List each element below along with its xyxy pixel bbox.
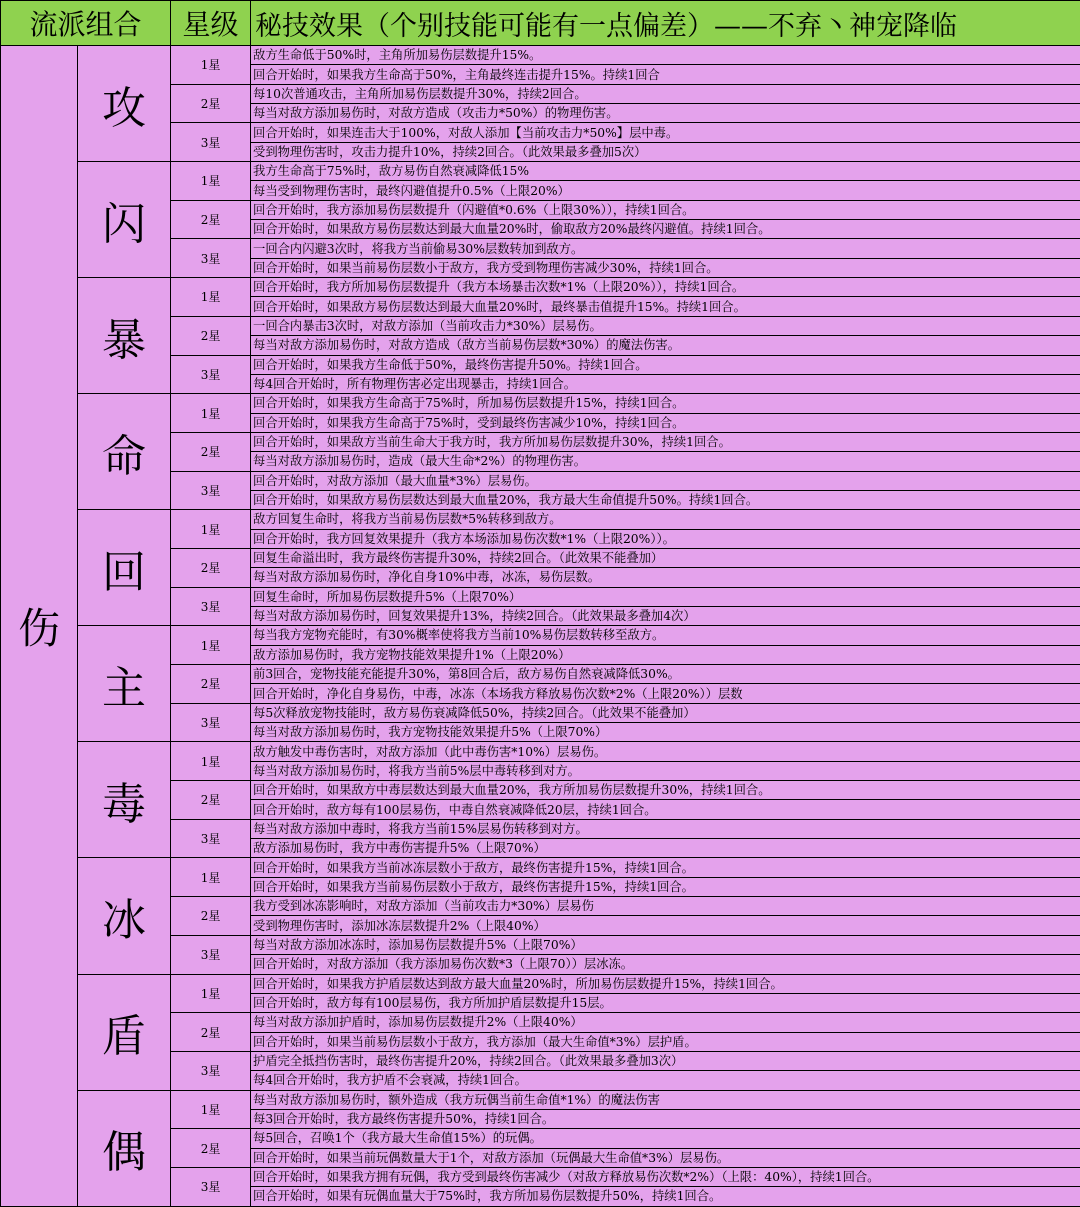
star-level-cell: 2星 <box>171 665 251 704</box>
school-name-cell: 偶 <box>78 1090 171 1206</box>
effect-cell: 回合开始时，如果敌方中毒层数达到最大血量20%，我方所加易伤层数提升30%，持续1回合。 <box>251 781 1080 800</box>
effect-cell: 回合开始时，如果我方生命高于75%时，受到最终伤害减少10%，持续1回合。 <box>251 413 1080 432</box>
effect-cell: 回合开始时，如果我方当前易伤层数小于敌方，最终伤害提升15%，持续1回合。 <box>251 877 1080 896</box>
effect-cell: 回合开始时，敌方每有100层易伤，中毒自然衰减降低20层，持续1回合。 <box>251 800 1080 819</box>
school-name-cell: 攻 <box>78 46 171 162</box>
effect-cell: 回合开始时，如果我方生命高于50%，主角最终连击提升15%。持续1回合 <box>251 65 1080 84</box>
star-level-cell: 2星 <box>171 84 251 123</box>
table-row <box>1 1090 1080 1109</box>
effect-cell: 回合开始时，我方回复效果提升（我方本场添加易伤次数*1%（上限20%））。 <box>251 529 1080 548</box>
effect-cell: 每当对敌方添加易伤时，对敌方造成（敌方当前易伤层数*30%）的魔法伤害。 <box>251 336 1080 355</box>
effect-col-header: 秘技效果（个别技能可能有一点偏差）——不弃丶神宠降临 <box>251 1 1080 46</box>
star-level-cell: 1星 <box>171 46 251 85</box>
effect-cell: 每当对敌方添加护盾时，添加易伤层数提升2%（上限40%） <box>251 1013 1080 1032</box>
star-level-cell: 3星 <box>171 471 251 510</box>
effect-cell: 受到物理伤害时，攻击力提升10%，持续2回合。（此效果最多叠加5次） <box>251 142 1080 161</box>
star-level-cell: 3星 <box>171 935 251 974</box>
star-level-cell: 3星 <box>171 123 251 162</box>
effect-cell: 我方生命高于75%时，敌方易伤自然衰减降低15% <box>251 162 1080 181</box>
effect-cell: 回合开始时，如果敌方易伤层数达到最大血量20%，我方最大生命值提升50%。持续1回合。 <box>251 490 1080 509</box>
table-row <box>1 394 1080 413</box>
effect-cell: 每当对敌方添加易伤时，将我方当前5%层中毒转移到对方。 <box>251 761 1080 780</box>
effect-cell: 敌方添加易伤时，我方中毒伤害提升5%（上限70%） <box>251 839 1080 858</box>
effect-cell: 回合开始时，净化自身易伤，中毒，冰冻（本场我方释放易伤次数*2%（上限20%））层数 <box>251 684 1080 703</box>
effect-cell: 每当对敌方添加易伤时，额外造成（我方玩偶当前生命值*1%）的魔法伤害 <box>251 1090 1080 1109</box>
star-level-cell: 3星 <box>171 1167 251 1206</box>
star-level-cell: 1星 <box>171 626 251 665</box>
effect-cell: 回合开始时，对敌方添加（我方添加易伤次数*3（上限70））层冰冻。 <box>251 955 1080 974</box>
school-col-header: 流派组合 <box>1 1 171 46</box>
effect-cell: 回合开始时，如果当前易伤层数小于敌方，我方添加（最大生命值*3%）层护盾。 <box>251 1032 1080 1051</box>
effect-cell: 我方受到冰冻影响时，对敌方添加（当前攻击力*30%）层易伤 <box>251 897 1080 916</box>
school-name-cell: 毒 <box>78 742 171 858</box>
effect-cell: 回复生命溢出时，我方最终伤害提升30%，持续2回合。（此效果不能叠加） <box>251 548 1080 567</box>
effect-cell: 回合开始时，如果我方生命高于75%时，所加易伤层数提升15%，持续1回合。 <box>251 394 1080 413</box>
effect-cell: 前3回合，宠物技能充能提升30%，第8回合后，敌方易伤自然衰减降低30%。 <box>251 665 1080 684</box>
star-level-cell: 1星 <box>171 162 251 201</box>
star-level-cell: 1星 <box>171 858 251 897</box>
star-level-cell: 3星 <box>171 819 251 858</box>
table-row <box>1 858 1080 877</box>
effect-cell: 受到物理伤害时，添加冰冻层数提升2%（上限40%） <box>251 916 1080 935</box>
table-row <box>1 46 1080 65</box>
effect-cell: 一回合内闪避3次时，将我方当前偷易30%层数转加到敌方。 <box>251 239 1080 258</box>
table-row <box>1 626 1080 645</box>
effect-cell: 回合开始时，如果连击大于100%，对敌人添加【当前攻击力*50%】层中毒。 <box>251 123 1080 142</box>
effect-cell: 每10次普通攻击，主角所加易伤层数提升30%，持续2回合。 <box>251 84 1080 103</box>
table-body <box>1 1 1080 1207</box>
star-level-cell: 1星 <box>171 510 251 549</box>
star-level-cell: 1星 <box>171 742 251 781</box>
star-level-cell: 2星 <box>171 548 251 587</box>
effect-cell: 回合开始时，如果我方拥有玩偶，我方受到最终伤害减少（对敌方释放易伤次数*2%）（上限：40%），持续1回合。 <box>251 1167 1080 1186</box>
effect-cell: 每5回合，召唤1个（我方最大生命值15%）的玩偶。 <box>251 1129 1080 1148</box>
effect-cell: 回合开始时，如果我方当前冰冻层数小于敌方，最终伤害提升15%，持续1回合。 <box>251 858 1080 877</box>
star-level-cell: 2星 <box>171 1013 251 1052</box>
effect-cell: 每3回合开始时，我方最终伤害提升50%，持续1回合。 <box>251 1109 1080 1128</box>
star-level-cell: 3星 <box>171 355 251 394</box>
effect-cell: 敌方生命低于50%时，主角所加易伤层数提升15%。 <box>251 46 1080 65</box>
star-level-cell: 1星 <box>171 394 251 433</box>
effect-cell: 回合开始时，敌方每有100层易伤，我方所加护盾层数提升15层。 <box>251 993 1080 1012</box>
table-row <box>1 974 1080 993</box>
star-level-cell: 2星 <box>171 781 251 820</box>
table-row <box>1 742 1080 761</box>
table-row <box>1 162 1080 181</box>
effect-cell: 敌方回复生命时，将我方当前易伤层数*5%转移到敌方。 <box>251 510 1080 529</box>
star-level-cell: 3星 <box>171 239 251 278</box>
star-level-cell: 3星 <box>171 703 251 742</box>
table-row <box>1 510 1080 529</box>
star-level-cell: 2星 <box>171 897 251 936</box>
effect-cell: 每当对敌方添加易伤时，净化自身10%中毒，冰冻，易伤层数。 <box>251 568 1080 587</box>
school-name-cell: 暴 <box>78 278 171 394</box>
effect-cell: 回合开始时，如果当前易伤层数小于敌方，我方受到物理伤害减少30%，持续1回合。 <box>251 258 1080 277</box>
star-level-cell: 2星 <box>171 200 251 239</box>
effect-cell: 回合开始时，如果我方护盾层数达到敌方最大血量20%时，所加易伤层数提升15%，持续1回合。 <box>251 974 1080 993</box>
effect-cell: 每当对敌方添加易伤时，我方宠物技能效果提升5%（上限70%） <box>251 723 1080 742</box>
effect-cell: 每4回合开始时，我方护盾不会衰减，持续1回合。 <box>251 1071 1080 1090</box>
effect-cell: 每当对敌方添加易伤时，造成（最大生命*2%）的物理伤害。 <box>251 452 1080 471</box>
effect-cell: 护盾完全抵挡伤害时，最终伤害提升20%，持续2回合。（此效果最多叠加3次） <box>251 1051 1080 1070</box>
effect-cell: 回复生命时，所加易伤层数提升5%（上限70%） <box>251 587 1080 606</box>
star-col-header: 星级 <box>171 1 251 46</box>
star-level-cell: 1星 <box>171 1090 251 1129</box>
star-level-cell: 3星 <box>171 587 251 626</box>
star-level-cell: 1星 <box>171 278 251 317</box>
school-name-cell: 回 <box>78 510 171 626</box>
school-name-cell: 主 <box>78 626 171 742</box>
effect-cell: 每当对敌方添加中毒时，将我方当前15%层易伤转移到对方。 <box>251 819 1080 838</box>
star-level-cell: 2星 <box>171 1129 251 1168</box>
effect-cell: 每当我方宠物充能时，有30%概率使将我方当前10%易伤层数转移至敌方。 <box>251 626 1080 645</box>
effect-cell: 回合开始时，如果敌方易伤层数达到最大血量20%时，偷取敌方20%最终闪避值。持续1回合。 <box>251 220 1080 239</box>
effect-cell: 每4回合开始时，所有物理伤害必定出现暴击，持续1回合。 <box>251 374 1080 393</box>
effect-cell: 每当对敌方添加易伤时，对敌方造成（攻击力*50%）的物理伤害。 <box>251 104 1080 123</box>
effect-cell: 回合开始时，对敌方添加（最大血量*3%）层易伤。 <box>251 471 1080 490</box>
effect-cell: 回合开始时，如果我方生命低于50%，最终伤害提升50%。持续1回合。 <box>251 355 1080 374</box>
school-name-cell: 命 <box>78 394 171 510</box>
star-level-cell: 3星 <box>171 1051 251 1090</box>
star-level-cell: 2星 <box>171 432 251 471</box>
effect-cell: 回合开始时，如果敌方易伤层数达到最大血量20%时，最终暴击值提升15%。持续1回合。 <box>251 297 1080 316</box>
star-level-cell: 1星 <box>171 974 251 1013</box>
effect-cell: 回合开始时，我方所加易伤层数提升（我方本场暴击次数*1%（上限20%）），持续1回合。 <box>251 278 1080 297</box>
table-row <box>1 278 1080 297</box>
effect-cell: 回合开始时，如果有玩偶血量大于75%时，我方所加易伤层数提升50%，持续1回合。 <box>251 1187 1080 1206</box>
effect-cell: 每当对敌方添加冰冻时，添加易伤层数提升5%（上限70%） <box>251 935 1080 954</box>
effect-cell: 回合开始时，如果当前玩偶数量大于1个，对敌方添加（玩偶最大生命值*3%）层易伤。 <box>251 1148 1080 1167</box>
star-level-cell: 2星 <box>171 316 251 355</box>
effect-cell: 每5次释放宠物技能时，敌方易伤衰减降低50%，持续2回合。（此效果不能叠加） <box>251 703 1080 722</box>
effect-cell: 回合开始时，如果敌方当前生命大于我方时，我方所加易伤层数提升30%，持续1回合。 <box>251 432 1080 451</box>
effect-cell: 一回合内暴击3次时，对敌方添加（当前攻击力*30%）层易伤。 <box>251 316 1080 335</box>
category-cell: 伤 <box>1 46 78 1207</box>
effect-cell: 每当对敌方添加易伤时，回复效果提升13%，持续2回合。（此效果最多叠加4次） <box>251 606 1080 625</box>
effect-cell: 回合开始时，我方添加易伤层数提升（闪避值*0.6%（上限30%）），持续1回合。 <box>251 200 1080 219</box>
effect-cell: 敌方触发中毒伤害时，对敌方添加（此中毒伤害*10%）层易伤。 <box>251 742 1080 761</box>
school-name-cell: 闪 <box>78 162 171 278</box>
school-name-cell: 冰 <box>78 858 171 974</box>
header-row <box>1 1 1080 46</box>
school-name-cell: 盾 <box>78 974 171 1090</box>
effect-cell: 每当受到物理伤害时，最终闪避值提升0.5%（上限20%） <box>251 181 1080 200</box>
effect-cell: 敌方添加易伤时，我方宠物技能效果提升1%（上限20%） <box>251 645 1080 664</box>
